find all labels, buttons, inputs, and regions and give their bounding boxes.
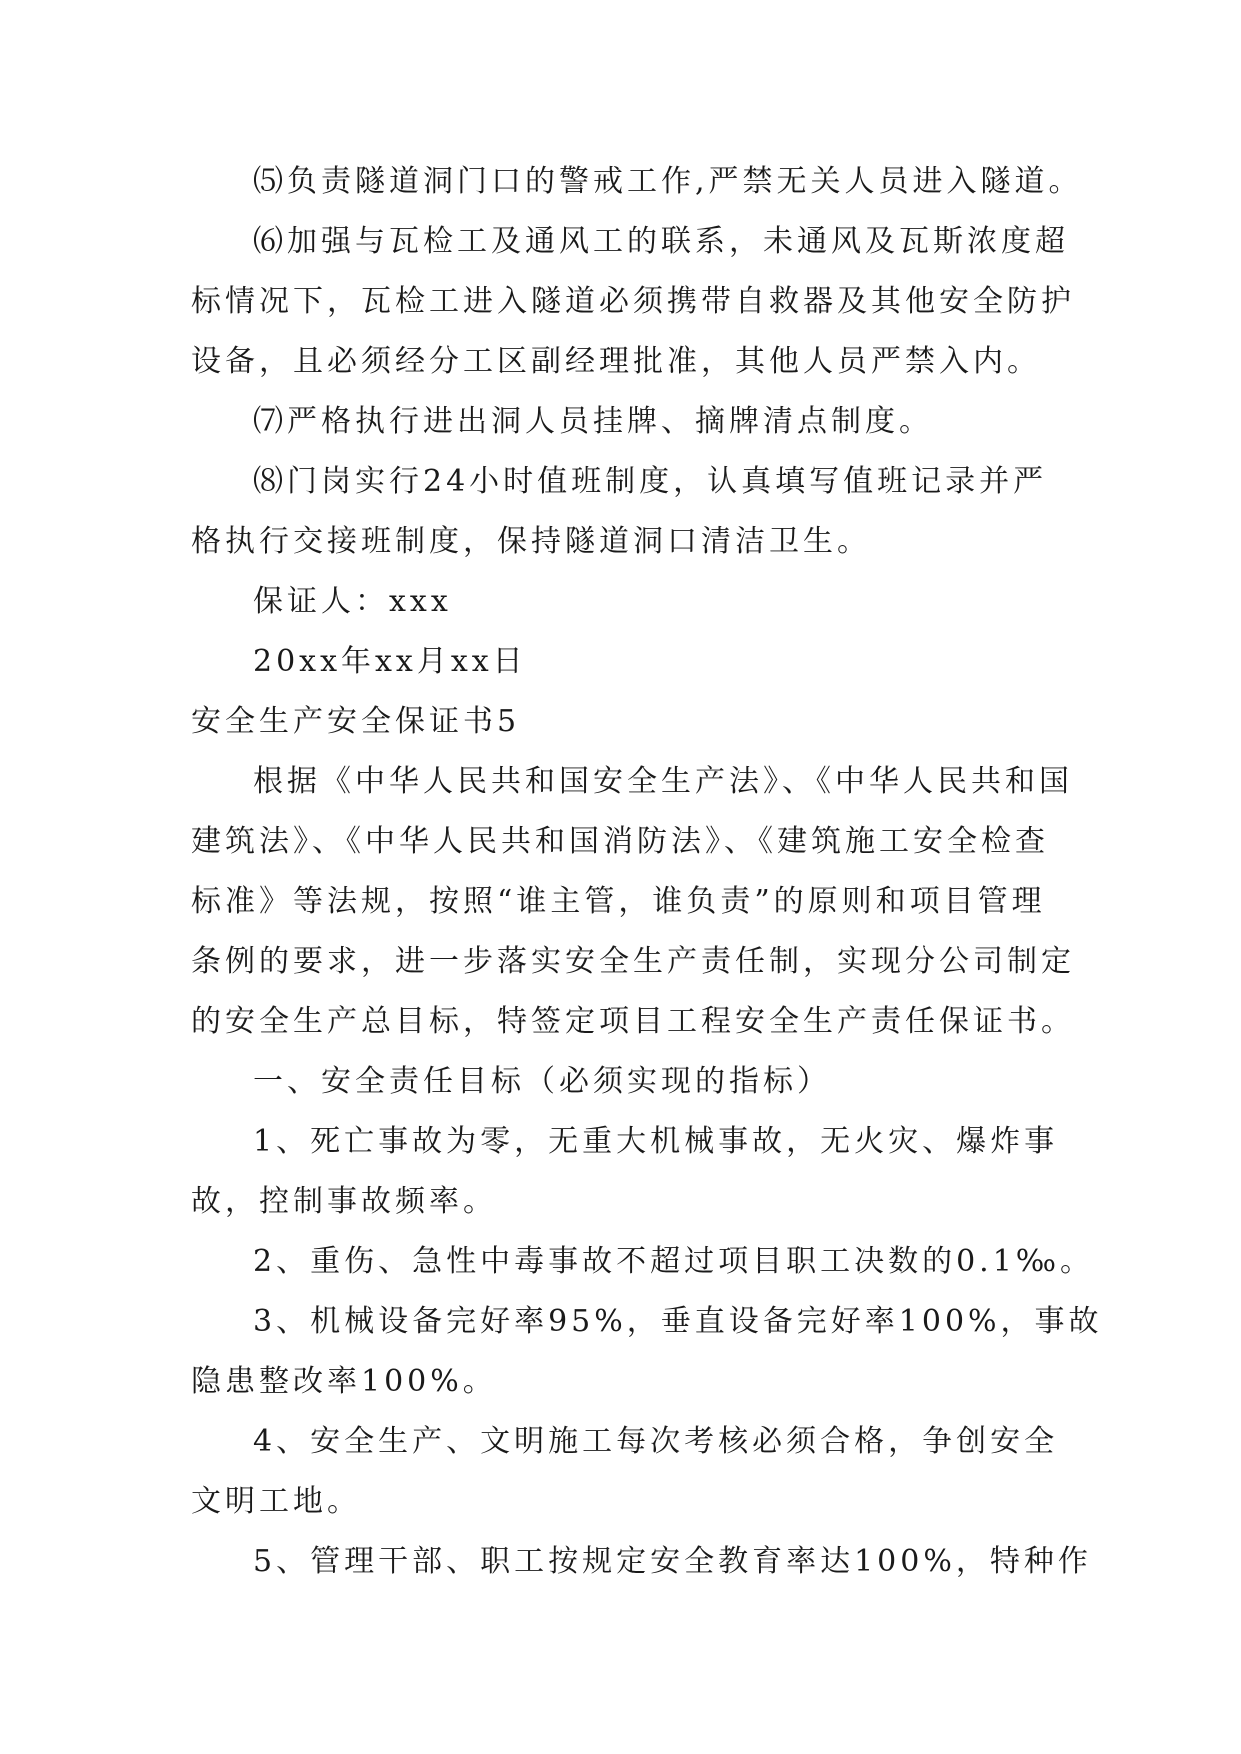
paragraph-line-14: 条例的要求，进一步落实安全生产责任制，实现分公司制定 (191, 944, 1075, 979)
paragraph-line-12: 建筑法》、《中华人民共和国消防法》、《建筑施工安全检查 (191, 824, 1049, 859)
subsection-heading: 一、安全责任目标（必须实现的指标） (253, 1064, 831, 1099)
paragraph-line-23: 文明工地。 (191, 1484, 361, 1519)
paragraph-line-21: 隐患整改率100%。 (191, 1364, 497, 1399)
paragraph-line-19: 2、重伤、急性中毒事故不超过项目职工决数的0.1‰。 (253, 1244, 1095, 1279)
date-line: 20xx年xx月xx日 (253, 644, 527, 679)
section-title: 安全生产安全保证书5 (191, 704, 521, 739)
paragraph-line-6: ⑻门岗实行24小时值班制度，认真填写值班记录并严 (253, 464, 1048, 499)
guarantor-line: 保证人：xxx (253, 584, 452, 619)
paragraph-line-22: 4、安全生产、文明施工每次考核必须合格，争创安全 (253, 1424, 1059, 1459)
paragraph-line-7: 格执行交接班制度，保持隧道洞口清洁卫生。 (191, 524, 871, 559)
paragraph-line-18: 故，控制事故频率。 (191, 1184, 497, 1219)
paragraph-line-13: 标准》等法规，按照“谁主管，谁负责”的原则和项目管理 (191, 884, 1046, 919)
paragraph-line-3: 标情况下，瓦检工进入隧道必须携带自救器及其他安全防护 (191, 284, 1075, 319)
paragraph-line-17: 1、死亡事故为零，无重大机械事故，无火灾、爆炸事 (253, 1124, 1059, 1159)
paragraph-line-5: ⑺严格执行进出洞人员挂牌、摘牌清点制度。 (253, 404, 933, 439)
paragraph-line-11: 根据《中华人民共和国安全生产法》、《中华人民共和国 (253, 764, 1073, 799)
paragraph-line-1: ⑸负责隧道洞门口的警戒工作,严禁无关人员进入隧道。 (253, 164, 1083, 199)
paragraph-line-2: ⑹加强与瓦检工及通风工的联系，未通风及瓦斯浓度超 (253, 224, 1069, 259)
paragraph-line-24: 5、管理干部、职工按规定安全教育率达100%，特种作 (253, 1544, 1092, 1579)
paragraph-line-15: 的安全生产总目标，特签定项目工程安全生产责任保证书。 (191, 1004, 1075, 1039)
paragraph-line-20: 3、机械设备完好率95%，垂直设备完好率100%，事故 (253, 1304, 1103, 1339)
paragraph-line-4: 设备，且必须经分工区副经理批准，其他人员严禁入内。 (191, 344, 1041, 379)
